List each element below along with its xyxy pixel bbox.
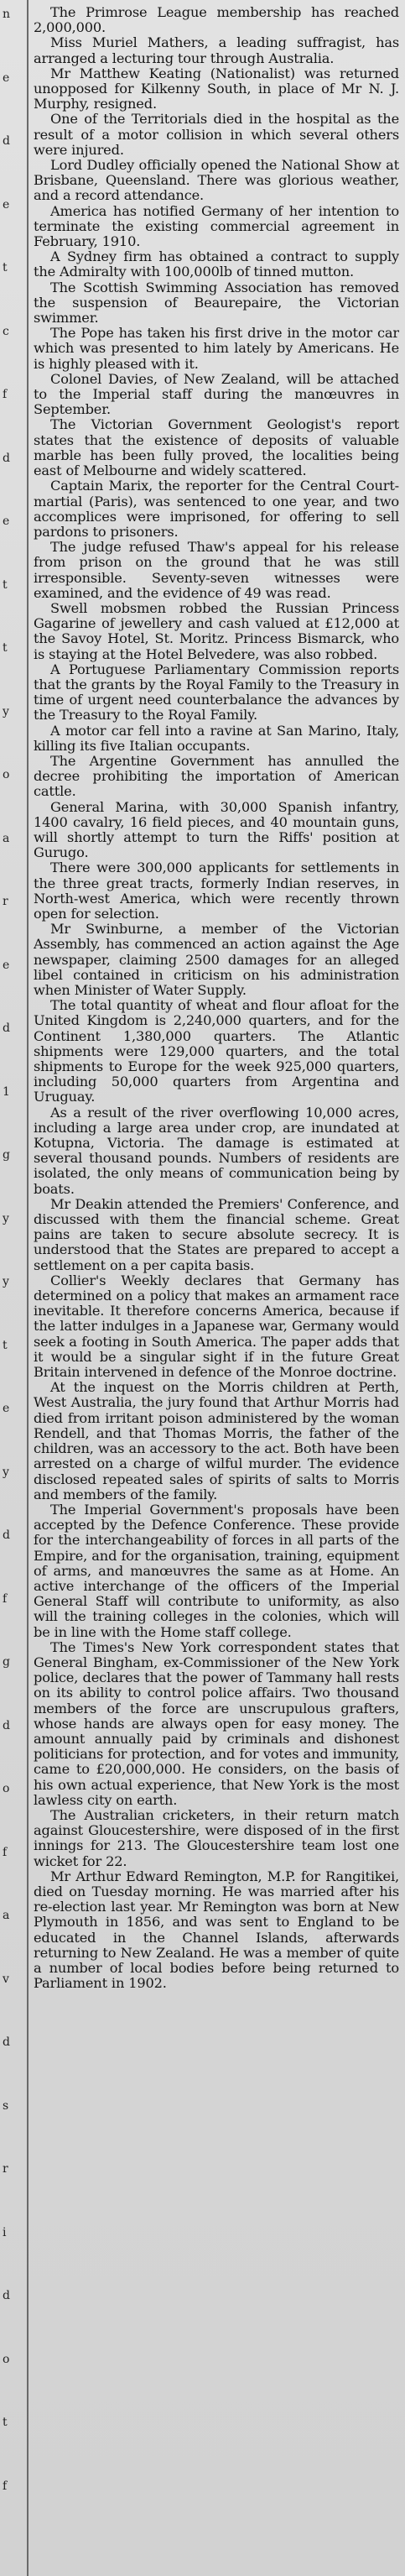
gutter-letter: 1 — [3, 1084, 10, 1099]
news-item: One of the Territorials died in the hospital as the result of a motor collision in which several others were injured. — [34, 111, 399, 158]
gutter-letter: f — [3, 1591, 8, 1606]
gutter-letter: d — [3, 1718, 10, 1732]
gutter-letter: v — [3, 1972, 9, 1986]
news-item: General Marina, with 30,000 Spanish infantry, 1400 cavalry, 16 field pieces, and 40 mountain guns, will shortly attempt to turn the Riffs' position at Gurugo. — [34, 798, 399, 861]
gutter-letter: e — [3, 1402, 10, 1415]
gutter-letter: g — [3, 1655, 10, 1669]
gutter-letter: i — [3, 2225, 7, 2239]
gutter-letter: a — [3, 831, 10, 845]
news-item: A Sydney firm has obtained a contract to supply the Admiralty with 100,000lb of tinned mutton. — [34, 248, 399, 280]
gutter-letter: y — [3, 1211, 9, 1225]
gutter-letter: s — [3, 2098, 9, 2113]
gutter-letter: t — [3, 641, 8, 655]
gutter-letter: a — [3, 1909, 10, 1922]
news-item: Mr Matthew Keating (Nationalist) was returned unopposed for Kilkenny South, in place of Mr N. J. Murphy, resigned. — [34, 65, 399, 112]
gutter-letter: f — [3, 2479, 8, 2493]
news-item: The Primrose League membership has reached 2,000,000. — [34, 5, 399, 36]
gutter-letter: r — [3, 2162, 8, 2176]
gutter-letter: d — [3, 2289, 10, 2302]
gutter-letter: y — [3, 1465, 9, 1479]
gutter-letter: d — [3, 451, 10, 465]
news-item: The Victorian Government Geologist's report states that the existence of deposits of valuable marble has been fully proved, the localities being east of Melbourne and widely scattered. — [34, 416, 399, 479]
news-item: At the inquest on the Morris children at Perth, West Australia, the jury found that Arthur Morris had died from irritant poison administered by the woman Rendell, and that Thomas Morris, the father of the children, was an accessory to the act. Both have been arrested on a charge of wilful murder. The evidence disclosed repeated sales of spirits of salts to Morris and members of the family. — [34, 1379, 399, 1502]
news-item: The Times's New York correspondent states that General Bingham, ex-Commissioner of the New York police, declares that the power of Tammany hall rests on its ability to control police affairs. Two thousand members of the force are unscrupulous grafters, whose hands are always open for easy money. The amount annually paid by criminals and dishonest politicians for protection, and for votes and immunity, came to £20,000,000. He considers, on the basis of his own actual experience, that New York is the most lawless city on earth. — [34, 1638, 399, 1808]
gutter-letter: o — [3, 1782, 10, 1795]
news-item: The judge refused Thaw's appeal for his release from prison on the ground that he was still irresponsible. Seventy-seven witnesses were examined, and the evidence of 49 was read. — [34, 539, 399, 601]
gutter-letter: t — [3, 1338, 8, 1352]
gutter-letter: o — [3, 768, 10, 781]
gutter-letter: e — [3, 515, 10, 528]
gutter-letter: r — [3, 895, 8, 908]
gutter-letter: n — [3, 8, 11, 21]
gutter-letter: g — [3, 1148, 10, 1162]
column-rule — [27, 0, 29, 2576]
news-item: Mr Deakin attended the Premiers' Conference, and discussed with them the financial scheme. Great pains are taken to secure absolute secrecy. It is understood that the States are prepared to accept a settlement on a per capita basis. — [34, 1195, 399, 1273]
gutter-letter: e — [3, 958, 10, 972]
news-item: The Pope has taken his first drive in the motor car which was presented to him lately by Americans. He is highly pleased with it. — [34, 325, 399, 372]
news-item: Mr Swinburne, a member of the Victorian Assembly, has commenced an action against the Age newspaper, claiming 2500 damages for an alleged libel contained in criticism on his administration when Minister of Water Supply. — [34, 921, 399, 998]
gutter-letter: y — [3, 1275, 9, 1288]
gutter-letter: d — [3, 2035, 10, 2049]
gutter-letter: y — [3, 704, 9, 718]
gutter-letter: d — [3, 1528, 10, 1542]
gutter-letter: f — [3, 1845, 8, 1859]
gutter-letter: t — [3, 261, 8, 274]
news-item: The Australian cricketers, in their return match against Gloucestershire, were disposed of in the first innings for 213. The Gloucestershire team lost one wicket for 22. — [34, 1806, 399, 1869]
gutter-letter: t — [3, 577, 8, 592]
gutter-letter: f — [3, 388, 8, 401]
gutter-letter: d — [3, 1022, 10, 1035]
news-item: Mr Arthur Edward Remington, M.P. for Rangitikei, died on Tuesday morning. He was married after his re-election last year. Mr Remington was born at New Plymouth in 1856, and was sent to England to be educated in the Channel Islands, afterwards returning to New Zealand. He was a member of quite a number of local bodies before being returned to Parliament in 1902. — [34, 1868, 399, 1992]
gutter-letter: o — [3, 2352, 10, 2366]
news-column — [34, 5, 399, 2572]
gutter-letter: e — [3, 197, 10, 212]
news-item: Colonel Davies, of New Zealand, will be attached to the Imperial staff during the manœuvres in September. — [34, 370, 399, 418]
news-item: Miss Muriel Mathers, a leading suffragist, has arranged a lecturing tour through Australia. — [34, 34, 399, 66]
gutter-letter: c — [3, 324, 9, 338]
adjacent-column-fragment — [0, 0, 25, 2576]
gutter-letter: t — [3, 2416, 8, 2429]
gutter-letter: d — [3, 134, 10, 148]
news-item: The Scottish Swimming Association has removed the suspension of Beaurepaire, the Victorian swimmer. — [34, 279, 399, 327]
news-item: Lord Dudley officially opened the National Show at Brisbane, Queensland. There was glorious weather, and a record attendance. — [34, 157, 399, 204]
news-item: The Imperial Government's proposals have been accepted by the Defence Conference. These provide for the interchangeability of forces in all parts of the Empire, and for the organisation, training, equipment of arms, and manœuvres the same as at Home. An active interchange of the officers of the Imperial General Staff will contribute to uniformity, as also will the training colleges in the colonies, which will be in line with the Home staff college. — [34, 1501, 399, 1640]
news-item: A Portuguese Parliamentary Commission reports that the grants by the Royal Family to the Treasury in time of urgent need counterbalance the advances by the Treasury to the Royal Family. — [34, 661, 399, 724]
news-item: A motor car fell into a ravine at San Marino, Italy, killing its five Italian occupants. — [34, 722, 399, 754]
news-item: Swell mobsmen robbed the Russian Princess Gagarine of jewellery and cash valued at £12,000 at the Savoy Hotel, St. Moritz. Princess Bismarck, who is staying at the Hotel Belvedere, was also robbed. — [34, 599, 399, 662]
news-item: The Argentine Government has annulled the decree prohibiting the importation of American cattle. — [34, 752, 399, 800]
news-item: America has notified Germany of her intention to terminate the existing commercial agreement in February, 1910. — [34, 202, 399, 250]
news-item: The total quantity of wheat and flour afloat for the United Kingdom is 2,240,000 quarters, and for the Continent 1,380,000 quarters. The Atlantic shipments were 129,000 quarters, and the total shipments to Europe for the week 925,000 quarters, including 50,000 quarters from Argentina and Uruguay. — [34, 997, 399, 1105]
news-item: Collier's Weekly declares that Germany has determined on a policy that makes an armament race inevitable. It therefore concerns America, because if the latter indulges in a Japanese war, Germany would seek a footing in South America. The paper adds that it would be a singular sight if in the future Great Britain intervened in defence of the Monroe doctrine. — [34, 1272, 399, 1381]
news-item: As a result of the river overflowing 10,000 acres, including a large area under crop, are inundated at Kotupna, Victoria. The damage is estimated at several thousand pounds. Numbers of residents are isolated, the only means of communication being by boats. — [34, 1104, 399, 1197]
gutter-letter: e — [3, 71, 10, 85]
news-item: Captain Marix, the reporter for the Central Court-martial (Paris), was sentenced to one year, and two accomplices were imprisoned, for offering to sell pardons to prisoners. — [34, 478, 399, 540]
news-item: There were 300,000 applicants for settlements in the three great tracts, formerly Indian reserves, in North-west America, which were recently thrown open for selection. — [34, 860, 399, 922]
